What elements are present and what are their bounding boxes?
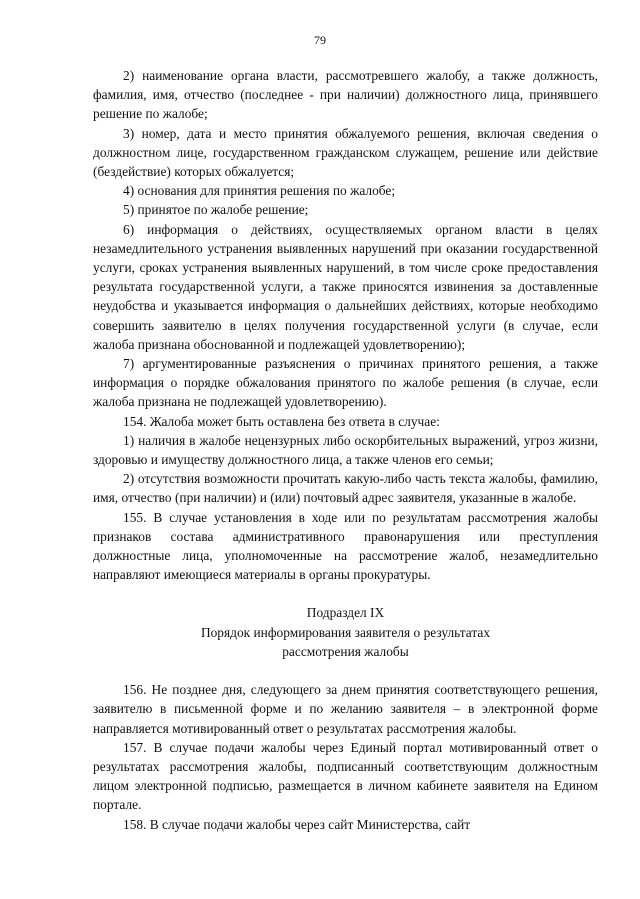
paragraph-156: 156. Не позднее дня, следующего за днем принятия соответствующего решения, заявителю в письменной форме и по желанию заявителя – в электронной форме направляется мотивированный ответ о результатах рассмотрения жалобы. xyxy=(93,682,598,736)
paragraph-item-5: 5) принятое по жалобе решение; xyxy=(123,202,309,218)
paragraph-154: 154. Жалоба может быть оставлена без ответа в случае: xyxy=(123,413,440,429)
document-body xyxy=(93,66,598,834)
subsection-title-line1: Порядок информирования заявителя о результатах xyxy=(200,624,491,640)
paragraph-item-4: 4) основания для принятия решения по жалобе; xyxy=(123,183,396,199)
paragraph-157: 157. В случае подачи жалобы через Единый портал мотивированный ответ о результатах рассмотрения жалобы, подписанный соответствующим должностным лицом электронной подписью, размещается в личном кабинете заявителя на Едином портале. xyxy=(93,739,598,813)
subsection-title-line2: рассмотрения жалобы xyxy=(282,643,409,659)
paragraph-155: 155. В случае установления в ходе или по результатам рассмотрения жалобы признаков состава административного правонарушения или преступления должностные лица, уполномоченные на рассмотрение жалоб, незамедлительно направляют имеющиеся материалы в органы прокуратуры. xyxy=(93,509,598,583)
paragraph-154-item-2: 2) отсутствия возможности прочитать какую-либо часть текста жалобы, фамилию, имя, отчество (при наличии) и (или) почтовый адрес заявителя, указанные в жалобе. xyxy=(93,471,598,506)
paragraph-154-item-1: 1) наличия в жалобе нецензурных либо оскорбительных выражений, угроз жизни, здоровью и имуществу должностного лица, а также членов его семьи; xyxy=(93,432,598,468)
paragraph-item-6: 6) информация о действиях, осуществляемых органом власти в целях незамедлительного устранения выявленных нарушений при оказании государственной услуги, сроках устранения выявленных нарушений, в том числе сроке предоставления результата государственной услуги, а также приносятся извинения за доставленные неудобства и указывается информация о дальнейших действиях, которые необходимо совершить заявителю в целях получения государственной услуги (в случае, если жалоба признана обоснованной и подлежащей удовлетворению); xyxy=(93,221,598,352)
subsection-label: Подраздел IX xyxy=(306,605,385,621)
subsection-heading xyxy=(93,603,598,661)
paragraph-item-3: 3) номер, дата и место принятия обжалуемого решения, включая сведения о должностном лице, государственном гражданском служащем, решение или действие (бездействие) которых обжалуется; xyxy=(93,125,598,180)
paragraph-item-2: 2) наименование органа власти, рассмотревшего жалобу, а также должность, фамилия, имя, отчество (последнее - при наличии) должностного лица, принявшего решение по жалобе; xyxy=(93,68,598,122)
paragraph-item-7: 7) аргументированные разъяснения о причинах принятого решения, а также информация о порядке обжалования принятого по жалобе решения (в случае, если жалоба признана не подлежащей удовлетворению). xyxy=(93,356,598,410)
page-number: 79 xyxy=(314,33,326,47)
paragraph-158: 158. В случае подачи жалобы через сайт Министерства, сайт xyxy=(123,816,471,832)
